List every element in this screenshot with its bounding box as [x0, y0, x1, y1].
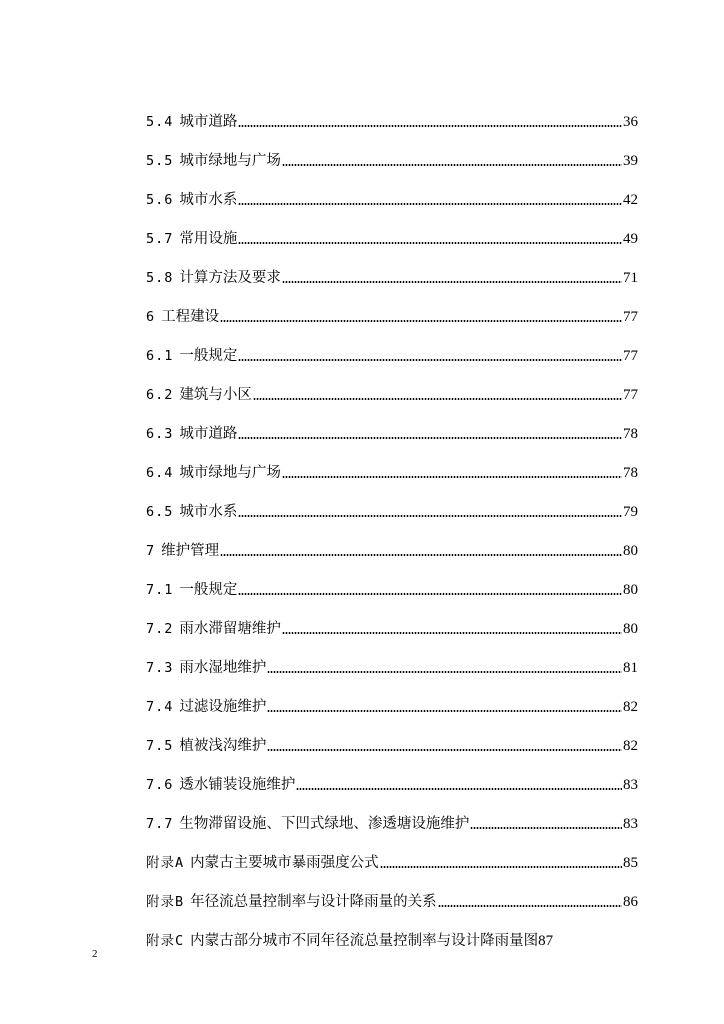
toc-dot-leader: [238, 515, 622, 517]
toc-entry-page: 71: [623, 270, 638, 286]
toc-entry-page: 83: [623, 816, 638, 832]
toc-entry-page: 77: [623, 387, 638, 403]
toc-entry-number: 7.7: [146, 816, 174, 832]
toc-entry-title: 一般规定: [179, 348, 238, 364]
toc-entry-title: 常用设施: [179, 231, 238, 247]
toc-entry-page: 49: [623, 231, 638, 247]
toc-entry-page: 79: [623, 504, 638, 520]
toc-entry-number: 7.4: [146, 699, 174, 715]
toc-entry[interactable]: [146, 716, 638, 755]
toc-dot-leader: [282, 281, 622, 283]
toc-entry-number: 7.2: [146, 621, 174, 637]
toc-entry-number: 7.5: [146, 738, 174, 754]
toc-dot-leader: [238, 125, 622, 127]
toc-entry-page: 86: [623, 894, 638, 910]
toc-entry-number: 7.1: [146, 582, 174, 598]
toc-dot-leader: [267, 710, 622, 712]
toc-entry[interactable]: [146, 326, 638, 365]
toc-entry-title: 生物滞留设施、下凹式绿地、渗透塘设施维护: [179, 816, 470, 832]
toc-entry-page: 82: [623, 699, 638, 715]
toc-entry-page: 80: [623, 582, 638, 598]
toc-entry-title: 年径流总量控制率与设计降雨量的关系: [190, 894, 437, 910]
toc-entry-title: 城市道路: [179, 426, 238, 442]
toc-entry-title: 雨水湿地维护: [179, 660, 267, 676]
toc-entry-title: 维护管理: [161, 543, 220, 559]
toc-entry[interactable]: [146, 131, 638, 170]
toc-entry-page: 87: [538, 933, 554, 949]
toc-entry-title: 工程建设: [161, 309, 220, 325]
toc-entry[interactable]: [146, 170, 638, 209]
toc-entry[interactable]: [146, 638, 638, 677]
toc-entry-page: 80: [623, 543, 638, 559]
toc-entry-title: 植被浅沟维护: [179, 738, 267, 754]
page-number: 2: [92, 948, 98, 960]
toc-entry[interactable]: [146, 560, 638, 599]
toc-entry-page: 82: [623, 738, 638, 754]
toc-dot-leader: [253, 398, 622, 400]
toc-entry-title: 城市水系: [179, 504, 238, 520]
toc-entry-title: 一般规定: [179, 582, 238, 598]
table-of-contents: [146, 92, 638, 950]
toc-dot-leader: [470, 827, 622, 829]
toc-dot-leader: [220, 320, 622, 322]
toc-dot-leader: [380, 866, 622, 868]
toc-dot-leader: [296, 788, 622, 790]
toc-entry-page: 42: [623, 192, 638, 208]
toc-entry-number: 6.1: [146, 348, 174, 364]
toc-entry[interactable]: [146, 287, 638, 326]
toc-entry-number: 5.6: [146, 192, 174, 208]
toc-entry[interactable]: [146, 365, 638, 404]
toc-entry-title: 城市绿地与广场: [179, 153, 281, 169]
toc-entry-page: 78: [623, 426, 638, 442]
toc-entry-number: 7: [146, 543, 156, 559]
toc-dot-leader: [238, 242, 622, 244]
toc-entry-page: 83: [623, 777, 638, 793]
toc-dot-leader: [238, 203, 622, 205]
toc-dot-leader: [282, 632, 622, 634]
toc-entry-page: 85: [623, 855, 638, 871]
toc-entry-number: 5.4: [146, 114, 174, 130]
toc-dot-leader: [267, 749, 622, 751]
toc-entry[interactable]: [146, 92, 638, 131]
toc-entry-number: 5.5: [146, 153, 174, 169]
toc-entry[interactable]: [146, 209, 638, 248]
toc-entry-title: 城市绿地与广场: [179, 465, 281, 481]
toc-entry[interactable]: [146, 443, 638, 482]
toc-entry-number: 7.6: [146, 777, 174, 793]
toc-entry[interactable]: [146, 872, 638, 911]
toc-dot-leader: [282, 476, 622, 478]
toc-dot-leader: [282, 164, 622, 166]
toc-entry-page: 78: [623, 465, 638, 481]
toc-entry-title: 计算方法及要求: [179, 270, 281, 286]
toc-entry-number: 6.4: [146, 465, 174, 481]
toc-entry-page: 39: [623, 153, 638, 169]
toc-entry-page: 77: [623, 348, 638, 364]
toc-entry[interactable]: [146, 482, 638, 521]
toc-entry[interactable]: [146, 794, 638, 833]
toc-entry-title: 城市水系: [179, 192, 238, 208]
toc-entry-number: 5.7: [146, 231, 174, 247]
toc-entry-page: 77: [623, 309, 638, 325]
toc-entry-number: 6.5: [146, 504, 174, 520]
toc-dot-leader: [238, 593, 622, 595]
toc-entry[interactable]: [146, 404, 638, 443]
toc-entry-title: 内蒙古主要城市暴雨强度公式: [190, 855, 379, 871]
toc-entry[interactable]: [146, 248, 638, 287]
toc-entry-number: 附录B: [146, 894, 185, 910]
toc-entry-number: 6: [146, 309, 156, 325]
toc-entry-title: 雨水滞留塘维护: [179, 621, 281, 637]
toc-dot-leader: [438, 905, 622, 907]
toc-entry-title: 内蒙古部分城市不同年径流总量控制率与设计降雨量图: [190, 933, 539, 949]
toc-entry-number: 5.8: [146, 270, 174, 286]
toc-entry[interactable]: [146, 521, 638, 560]
toc-entry-number: 6.3: [146, 426, 174, 442]
toc-entry[interactable]: [146, 911, 638, 950]
toc-entry-title: 城市道路: [179, 114, 238, 130]
toc-dot-leader: [220, 554, 622, 556]
toc-dot-leader: [238, 359, 622, 361]
toc-entry-title: 建筑与小区: [179, 387, 252, 403]
toc-entry-page: 81: [623, 660, 638, 676]
toc-entry-number: 6.2: [146, 387, 174, 403]
toc-dot-leader: [267, 671, 622, 673]
toc-entry[interactable]: [146, 677, 638, 716]
toc-entry-page: 80: [623, 621, 638, 637]
toc-entry-number: 附录A: [146, 855, 185, 871]
toc-dot-leader: [238, 437, 622, 439]
toc-entry[interactable]: [146, 599, 638, 638]
toc-entry-number: 7.3: [146, 660, 174, 676]
toc-entry-title: 过滤设施维护: [179, 699, 267, 715]
toc-entry[interactable]: [146, 833, 638, 872]
toc-entry-page: 36: [623, 114, 638, 130]
toc-entry-title: 透水铺装设施维护: [179, 777, 296, 793]
toc-entry-number: 附录C: [146, 933, 185, 949]
toc-entry[interactable]: [146, 755, 638, 794]
